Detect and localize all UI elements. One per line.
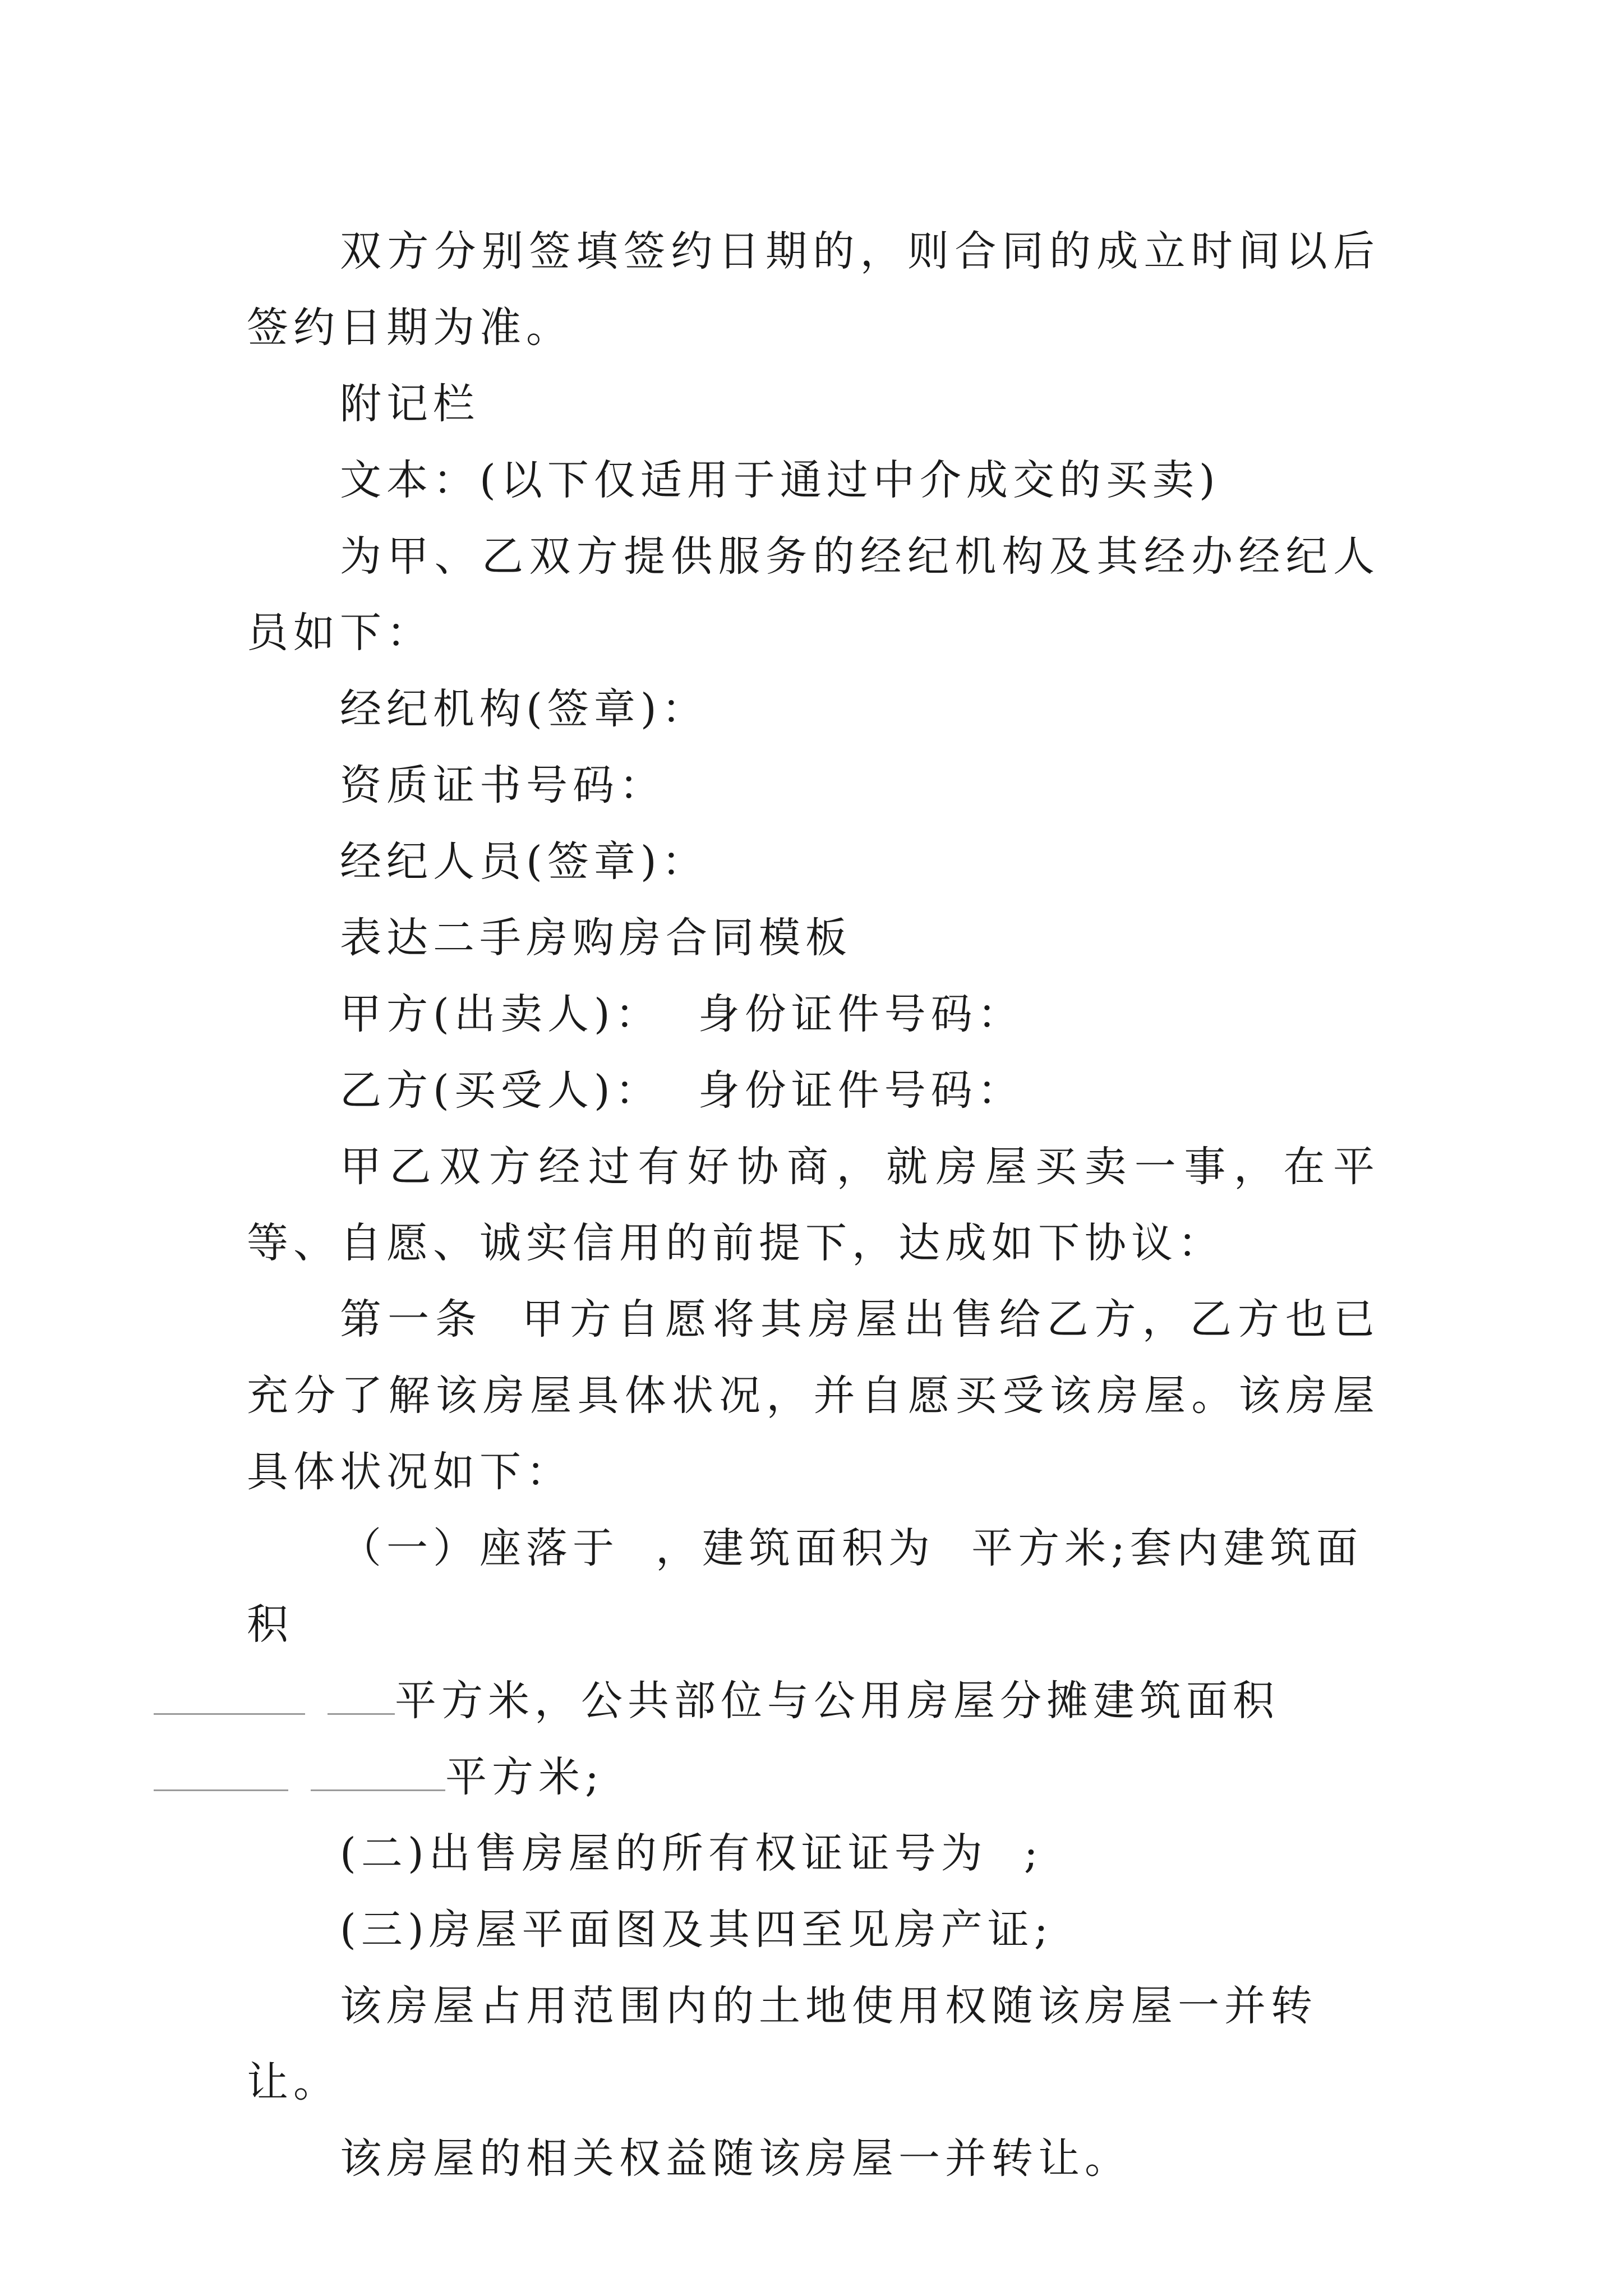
paragraph-article-1: 第一条 甲方自愿将其房屋出售给乙方，乙方也已充分了解该房屋具体状况，并自愿买受该房屋。该房屋具体状况如下： bbox=[247, 1295, 1380, 1496]
paragraph-land-rights: 该房屋占用范围内的土地使用权随该房屋一并转让。 bbox=[247, 1982, 1317, 2106]
blank-shared-area-2 bbox=[311, 1750, 445, 1791]
paragraph-agent-seal: 经纪人员(签章)： bbox=[340, 838, 708, 886]
paragraph-floor-plan: (三)房屋平面图及其四至见房产证; bbox=[340, 1906, 1053, 1954]
blank-shared-area bbox=[154, 1750, 288, 1791]
paragraph-agency-seal: 经纪机构(签章)： bbox=[340, 685, 708, 733]
paragraph-signing-date: 双方分别签填签约日期的，则合同的成立时间以后签约日期为准。 bbox=[247, 227, 1380, 352]
blank-inner-area-2 bbox=[328, 1674, 395, 1715]
area-line-2: 平方米，公共部位与公用房屋分摊建筑面积 bbox=[395, 1677, 1279, 1725]
paragraph-agreement-intro: 甲乙双方经过有好协商，就房屋买卖一事，在平等、自愿、诚实信用的前提下，达成如下协议： bbox=[247, 1143, 1380, 1267]
paragraph-related-rights: 该房屋的相关权益随该房屋一并转让。 bbox=[340, 2134, 1131, 2183]
area-line-3: 平方米; bbox=[445, 1753, 604, 1801]
paragraph-contract-title: 表达二手房购房合同模板 bbox=[340, 914, 852, 962]
paragraph-certificate-id: (二)出售房屋的所有权证证号为 ; bbox=[340, 1829, 1043, 1878]
paragraph-appendix-title: 附记栏 bbox=[340, 380, 479, 428]
paragraph-area-details bbox=[247, 1510, 1380, 1815]
area-line-1: （一）座落于 ，建筑面积为 平方米;套内建筑面积 bbox=[247, 1524, 1363, 1649]
paragraph-party-b: 乙方(买受人)： 身份证件号码： bbox=[340, 1066, 1024, 1115]
paragraph-certificate-number: 资质证书号码： bbox=[340, 761, 666, 809]
document-body bbox=[247, 213, 1380, 2197]
blank-inner-area bbox=[154, 1674, 305, 1715]
paragraph-party-a: 甲方(出卖人)： 身份证件号码： bbox=[340, 990, 1024, 1038]
paragraph-text-note: 文本：(以下仅适用于通过中介成交的买卖) bbox=[340, 456, 1220, 504]
paragraph-agency-intro: 为甲、乙双方提供服务的经纪机构及其经办经纪人员如下： bbox=[247, 532, 1380, 657]
